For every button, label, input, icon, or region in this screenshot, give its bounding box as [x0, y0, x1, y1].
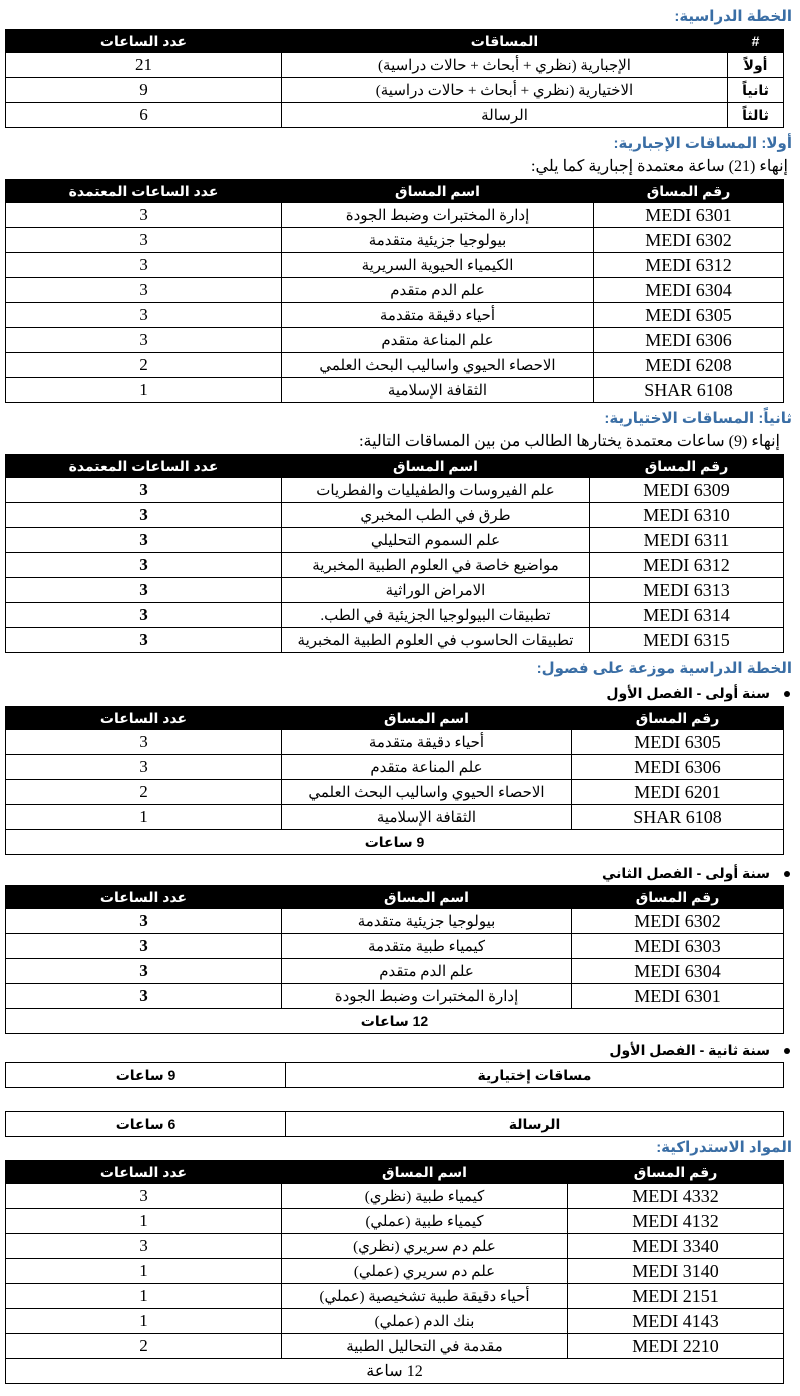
course-code: MEDI 6314: [590, 603, 784, 628]
course-name: علم السموم التحليلي: [282, 528, 590, 553]
table-row: [6, 1284, 784, 1309]
row-label: ثالثاً: [728, 103, 784, 128]
col-header-name: اسم المساق: [282, 707, 572, 730]
table-row: [6, 934, 784, 959]
course-name: مواضيع خاصة في العلوم الطبية المخبرية: [282, 553, 590, 578]
total-row: [6, 1009, 784, 1034]
table-row: [6, 478, 784, 503]
table-row: [6, 78, 784, 103]
semester-3-title-text: سنة ثانية - الفصل الأول: [609, 1042, 770, 1058]
course-hours: 2: [6, 780, 282, 805]
row-hours: 9: [6, 78, 282, 103]
table-row: [6, 228, 784, 253]
course-hours: 3: [6, 528, 282, 553]
table-row: [6, 353, 784, 378]
table-row: [6, 1063, 784, 1088]
elective-courses-table: [5, 454, 784, 653]
course-hours: 3: [6, 203, 282, 228]
course-name: الثقافة الإسلامية: [282, 805, 572, 830]
col-header-name: اسم المساق: [282, 886, 572, 909]
course-code: MEDI 6302: [594, 228, 784, 253]
semester-2-title: [602, 863, 790, 883]
course-name: إدارة المختبرات وضبط الجودة: [282, 203, 594, 228]
course-name: علم المناعة متقدم: [282, 755, 572, 780]
course-hours: 3: [6, 959, 282, 984]
remedial-courses-table: [5, 1160, 784, 1384]
course-hours: 3: [6, 578, 282, 603]
course-code: MEDI 6305: [594, 303, 784, 328]
semester-3-table: [5, 1062, 784, 1088]
course-name: أحياء دقيقة طبية تشخيصية (عملي): [282, 1284, 568, 1309]
course-hours: 3: [6, 328, 282, 353]
table-row: [6, 103, 784, 128]
course-name: علم الدم متقدم: [282, 959, 572, 984]
col-header-number: #: [728, 30, 784, 53]
semester-2-title-text: سنة أولى - الفصل الثاني: [602, 865, 770, 881]
table-row: [6, 805, 784, 830]
course-hours: 3: [6, 730, 282, 755]
mandatory-courses-table: [5, 179, 784, 403]
elective-heading: ثانياً: المساقات الاختيارية:: [604, 410, 792, 427]
semester-1-table: [5, 706, 784, 855]
row-label: ثانياً: [728, 78, 784, 103]
table-row: [6, 278, 784, 303]
col-header-code: رقم المساق: [572, 707, 784, 730]
table-row: [6, 253, 784, 278]
course-name: مقدمة في التحاليل الطبية: [282, 1334, 568, 1359]
col-header-code: رقم المساق: [594, 180, 784, 203]
row-courses: الإجبارية (نظري + أبحاث + حالات دراسية): [282, 53, 728, 78]
course-hours: 3: [6, 984, 282, 1009]
course-code: MEDI 6306: [594, 328, 784, 353]
course-name: كيمياء طبية متقدمة: [282, 934, 572, 959]
col-header-name: اسم المساق: [282, 1161, 568, 1184]
col-header-code: رقم المساق: [590, 455, 784, 478]
course-name: الامراض الوراثية: [282, 578, 590, 603]
course-code: MEDI 6306: [572, 755, 784, 780]
table-row: [6, 553, 784, 578]
table-row: [6, 1184, 784, 1209]
course-name: الكيمياء الحيوية السريرية: [282, 253, 594, 278]
remedial-total: 12 ساعة: [6, 1359, 784, 1384]
course-hours: 3: [6, 228, 282, 253]
course-code: MEDI 4143: [568, 1309, 784, 1334]
table-row: [6, 578, 784, 603]
col-header-hours: عدد الساعات المعتمدة: [6, 455, 282, 478]
table-row: [6, 603, 784, 628]
electives-label: مساقات إختيارية: [286, 1063, 784, 1088]
semester-3-title: [609, 1040, 790, 1060]
course-code: MEDI 6301: [572, 984, 784, 1009]
table-row: [6, 203, 784, 228]
course-hours: 1: [6, 1259, 282, 1284]
course-code: MEDI 6303: [572, 934, 784, 959]
col-header-hours: عدد الساعات: [6, 707, 282, 730]
course-code: MEDI 3340: [568, 1234, 784, 1259]
course-code: MEDI 6309: [590, 478, 784, 503]
course-code: MEDI 6313: [590, 578, 784, 603]
table-row: [6, 1309, 784, 1334]
plan-summary-table: [5, 29, 784, 128]
course-code: MEDI 4132: [568, 1209, 784, 1234]
course-hours: 3: [6, 603, 282, 628]
course-name: تطبيقات الحاسوب في العلوم الطبية المخبرية: [282, 628, 590, 653]
course-name: علم المناعة متقدم: [282, 328, 594, 353]
course-code: MEDI 6301: [594, 203, 784, 228]
col-header-name: اسم المساق: [282, 455, 590, 478]
course-name: كيمياء طبية (عملي): [282, 1209, 568, 1234]
total-row: [6, 1359, 784, 1384]
row-label: أولاً: [728, 53, 784, 78]
col-header-courses: المساقات: [282, 30, 728, 53]
col-header-hours: عدد الساعات: [6, 30, 282, 53]
row-courses: الاختيارية (نظري + أبحاث + حالات دراسية): [282, 78, 728, 103]
table-row: [6, 1234, 784, 1259]
course-name: طرق في الطب المخبري: [282, 503, 590, 528]
course-code: MEDI 3140: [568, 1259, 784, 1284]
table-row: [6, 1112, 784, 1137]
course-code: MEDI 6302: [572, 909, 784, 934]
mandatory-heading: أولا: المساقات الإجبارية:: [613, 135, 792, 152]
bullet-icon: [784, 1048, 790, 1054]
course-hours: 3: [6, 253, 282, 278]
course-code: MEDI 4332: [568, 1184, 784, 1209]
course-code: MEDI 2210: [568, 1334, 784, 1359]
course-name: بنك الدم (عملي): [282, 1309, 568, 1334]
course-name: تطبيقات البيولوجيا الجزيئية في الطب.: [282, 603, 590, 628]
course-hours: 3: [6, 909, 282, 934]
course-code: MEDI 6201: [572, 780, 784, 805]
course-hours: 3: [6, 628, 282, 653]
row-hours: 21: [6, 53, 282, 78]
course-name: علم الدم متقدم: [282, 278, 594, 303]
bullet-icon: [784, 871, 790, 877]
table-row: [6, 528, 784, 553]
row-hours: 6: [6, 103, 282, 128]
course-code: MEDI 6310: [590, 503, 784, 528]
course-hours: 3: [6, 478, 282, 503]
course-hours: 3: [6, 934, 282, 959]
course-name: علم دم سريري (نظري): [282, 1234, 568, 1259]
table-row: [6, 378, 784, 403]
table-header-row: [6, 30, 784, 53]
table-row: [6, 755, 784, 780]
course-hours: 2: [6, 1334, 282, 1359]
course-name: علم دم سريري (عملي): [282, 1259, 568, 1284]
course-code: SHAR 6108: [572, 805, 784, 830]
course-code: MEDI 6305: [572, 730, 784, 755]
bullet-icon: [784, 691, 790, 697]
thesis-label: الرسالة: [286, 1112, 784, 1137]
distribution-heading: الخطة الدراسية موزعة على فصول:: [536, 660, 792, 677]
thesis-table: [5, 1111, 784, 1137]
course-hours: 3: [6, 1234, 282, 1259]
total-row: [6, 830, 784, 855]
course-hours: 1: [6, 805, 282, 830]
course-code: MEDI 6304: [572, 959, 784, 984]
course-code: MEDI 6304: [594, 278, 784, 303]
elective-intro: إنهاء (9) ساعات معتمدة يختارها الطالب من بين المساقات التالية:: [359, 433, 780, 450]
course-code: SHAR 6108: [594, 378, 784, 403]
semester-2-table: [5, 885, 784, 1034]
course-name: كيمياء طبية (نظري): [282, 1184, 568, 1209]
table-row: [6, 730, 784, 755]
table-header-row: [6, 886, 784, 909]
course-code: MEDI 2151: [568, 1284, 784, 1309]
course-name: بيولوجيا جزيئية متقدمة: [282, 228, 594, 253]
plan-heading: الخطة الدراسية:: [674, 8, 792, 25]
semester-1-title-text: سنة أولى - الفصل الأول: [606, 685, 770, 701]
col-header-hours: عدد الساعات: [6, 1161, 282, 1184]
course-code: MEDI 6312: [594, 253, 784, 278]
course-name: إدارة المختبرات وضبط الجودة: [282, 984, 572, 1009]
course-hours: 3: [6, 278, 282, 303]
table-row: [6, 1259, 784, 1284]
table-row: [6, 984, 784, 1009]
table-header-row: [6, 707, 784, 730]
table-row: [6, 53, 784, 78]
course-name: الثقافة الإسلامية: [282, 378, 594, 403]
table-row: [6, 959, 784, 984]
col-header-code: رقم المساق: [572, 886, 784, 909]
thesis-hours: 6 ساعات: [6, 1112, 286, 1137]
course-name: بيولوجيا جزيئية متقدمة: [282, 909, 572, 934]
table-row: [6, 628, 784, 653]
col-header-hours: عدد الساعات: [6, 886, 282, 909]
course-name: الاحصاء الحيوي واساليب البحث العلمي: [282, 780, 572, 805]
table-header-row: [6, 1161, 784, 1184]
course-hours: 1: [6, 1284, 282, 1309]
course-hours: 1: [6, 1309, 282, 1334]
course-hours: 3: [6, 303, 282, 328]
course-name: أحياء دقيقة متقدمة: [282, 303, 594, 328]
table-row: [6, 1209, 784, 1234]
course-hours: 3: [6, 755, 282, 780]
course-code: MEDI 6311: [590, 528, 784, 553]
semester-total: 9 ساعات: [6, 830, 784, 855]
table-row: [6, 328, 784, 353]
mandatory-intro: إنهاء (21) ساعة معتمدة إجبارية كما يلي:: [531, 158, 788, 175]
col-header-hours: عدد الساعات المعتمدة: [6, 180, 282, 203]
course-hours: 3: [6, 1184, 282, 1209]
course-hours: 3: [6, 503, 282, 528]
course-code: MEDI 6312: [590, 553, 784, 578]
table-row: [6, 1334, 784, 1359]
course-name: أحياء دقيقة متقدمة: [282, 730, 572, 755]
course-code: MEDI 6208: [594, 353, 784, 378]
electives-hours: 9 ساعات: [6, 1063, 286, 1088]
course-code: MEDI 6315: [590, 628, 784, 653]
table-row: [6, 503, 784, 528]
table-row: [6, 780, 784, 805]
table-row: [6, 303, 784, 328]
course-name: علم الفيروسات والطفيليات والفطريات: [282, 478, 590, 503]
course-name: الاحصاء الحيوي واساليب البحث العلمي: [282, 353, 594, 378]
course-hours: 2: [6, 353, 282, 378]
course-hours: 3: [6, 553, 282, 578]
table-row: [6, 909, 784, 934]
table-header-row: [6, 455, 784, 478]
table-header-row: [6, 180, 784, 203]
col-header-name: اسم المساق: [282, 180, 594, 203]
course-hours: 1: [6, 1209, 282, 1234]
semester-1-title: [606, 683, 790, 703]
semester-total: 12 ساعات: [6, 1009, 784, 1034]
remedial-heading: المواد الاستدراكية:: [656, 1139, 792, 1156]
col-header-code: رقم المساق: [568, 1161, 784, 1184]
row-courses: الرسالة: [282, 103, 728, 128]
course-hours: 1: [6, 378, 282, 403]
